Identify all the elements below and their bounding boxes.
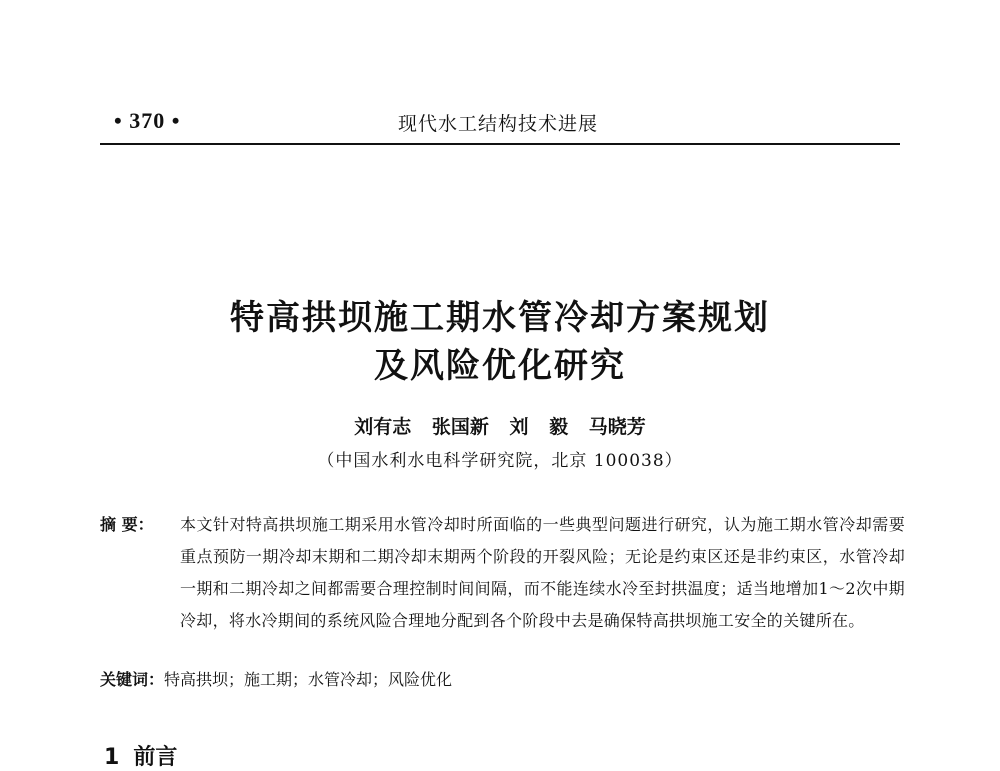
journal-title: 现代水工结构技术进展 [398, 113, 599, 135]
paper-title-line-2: 及风险优化研究 [374, 346, 626, 386]
section-title: 前言 [133, 745, 178, 770]
author-list: 刘有志 张国新 刘 毅 马晓芳 [354, 416, 646, 438]
header-rule [100, 143, 900, 145]
page-number: • 370 • [114, 108, 181, 133]
affiliation: （中国水利水电科学研究院，北京 100038） [317, 451, 683, 471]
section-number: 1 [104, 745, 120, 770]
keywords-text: 特高拱坝；施工期；水管冷却；风险优化 [164, 670, 453, 689]
keywords-label: 关键词： [100, 670, 165, 689]
abstract-block [100, 509, 905, 637]
running-header [100, 108, 900, 142]
section-heading [104, 740, 177, 771]
abstract-text: 本文针对特高拱坝施工期采用水管冷却时所面临的一些典型问题进行研究，认为施工期水管冷却需要重点预防一期冷却末期和二期冷却末期两个阶段的开裂风险；无论是约束区还是非约束区，水管冷却一期和二期冷却之间都需要合理控制时间间隔，而不能连续水冷至封拱温度；适当地增加1～2次中期冷却，将水冷期间的系统风险合理地分配到各个阶段中去是确保特高拱坝施工安全的关键所在。 [180, 515, 905, 630]
abstract-label: 摘 要： [100, 515, 154, 534]
keywords-block [100, 664, 905, 696]
paper-title-line-1: 特高拱坝施工期水管冷却方案规划 [230, 298, 770, 338]
